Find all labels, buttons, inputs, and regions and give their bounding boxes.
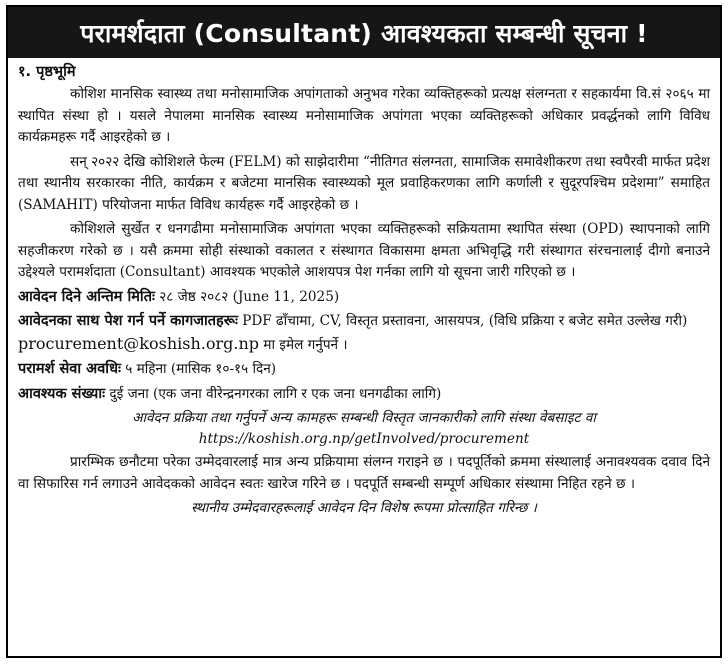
background-paragraph-3: कोशिशले सुर्खेत र धनगढीमा मनोसामाजिक अपांगता भएका व्यक्तिहरूको सक्रियतामा स्थापित संस्था (OPD) स्थापनाको लागि सहजीकरण गरेको छ । यसै क्रममा सोही संस्थाको वकालत र संस्थागत विकासमा क्षमता अभिवृद्धि गरी संस्थागत संरचनालाई दीगो बनाउने उद्देश्यले परामर्शदाता (Consultant) आवश्यक भएकोले आशयपत्र पेश गर्नका लागि यो सूचना जारी गरिएको छ । xyxy=(18,221,711,280)
background-heading: १. पृष्ठभूमि xyxy=(18,64,76,80)
background-paragraph-1: कोशिश मानसिक स्वास्थ्य तथा मनोसामाजिक अपांगताको अनुभव गरेका व्यक्तिहरूको प्रत्यक्ष संलग्नता र सहकार्यमा वि.सं २०६५ मा स्थापित संस्था हो । यसले नेपालमा मानसिक स्वास्थ्य मनोसामाजिक अपांगता भएका व्यक्तिहरूको अधिकार प्रवर्द्धनको लागि विविध कार्यक्रमहरू गर्दै आइरहेको छ । xyxy=(18,86,710,145)
deadline-field xyxy=(18,287,710,309)
documents-field xyxy=(18,311,710,356)
procurement-url: https://koshish.org.np/getInvolved/procurement xyxy=(198,431,530,447)
website-note xyxy=(18,408,710,450)
procurement-email: procurement@koshish.org.np xyxy=(18,333,259,353)
documents-value: PDF ढाँचामा, CV, विस्तृत प्रस्तावना, आसयपत्र, (विधि प्रक्रिया र बजेट समेत उल्लेख गरी) xyxy=(237,313,688,329)
duration-field xyxy=(18,359,710,381)
notice-title: परामर्शदाता (Consultant) आवश्यकता सम्बन्धी सूचना ! xyxy=(8,7,720,58)
positions-label: आवश्यक संख्याः xyxy=(18,385,106,402)
notice-frame xyxy=(6,5,722,658)
website-note-text: आवेदन प्रक्रिया तथा गर्नुपर्ने अन्य कामहरू सम्बन्धी विस्तृत जानकारीको लागि संस्था वेबसाइट वा xyxy=(132,410,596,426)
duration-value: ५ महिना (मासिक १०-१५ दिन) xyxy=(120,361,277,377)
deadline-label: आवेदन दिने अन्तिम मितिः xyxy=(18,288,155,305)
deadline-value: २८ जेष्ठ २०८२ (June 11, 2025) xyxy=(154,288,340,305)
duration-label: परामर्श सेवा अवधिः xyxy=(18,361,121,377)
positions-value: दुई जना (एक जना वीरेन्द्रनगरका लागि र एक जना धनगढीका लागि) xyxy=(105,385,442,402)
documents-label: आवेदनका साथ पेश गर्न पर्ने कागजातहरूः xyxy=(18,313,238,329)
background-paragraph-2: सन् २०२२ देखि कोशिशले फेल्म (FELM) को साझेदारीमा “नीतिगत संलग्नता, सामाजिक समावेशीकरण तथा स्वपैरवी मार्फत प्रदेश तथा स्थानीय सरकारका नीति, कार्यक्रम र बजेटमा मानसिक स्वास्थ्यको मूल प्रवाहिकरणका लागि कर्णाली र सुदूरपश्चिम प्रदेशमा” समाहित (SAMAHIT) परियोजना मार्फत विविध कार्यहरू गर्दै आइरहेको छ । xyxy=(18,153,710,213)
notice-body xyxy=(8,58,720,519)
local-candidates-note: स्थानीय उम्मेदवारहरूलाई आवेदन दिन विशेष रूपमा प्रोत्साहित गरिन्छ । xyxy=(191,500,537,516)
positions-field xyxy=(18,384,710,406)
shortlist-note: प्रारम्भिक छनौटमा परेका उम्मेदवारलाई मात्र अन्य प्रक्रियामा संलग्न गराइने छ । पदपूर्तिको क्रममा संस्थालाई अनावश्यवक दवाव दिने वा सिफारिस गर्न लगाउने आवेदकको आवेदन स्वतः खारेज गरिने छ । पदपूर्ति सम्बन्धी सम्पूर्ण अधिकार संस्थामा निहित रहने छ । xyxy=(18,454,710,492)
documents-value-end: मा इमेल गर्नुपर्ने । xyxy=(259,336,348,353)
